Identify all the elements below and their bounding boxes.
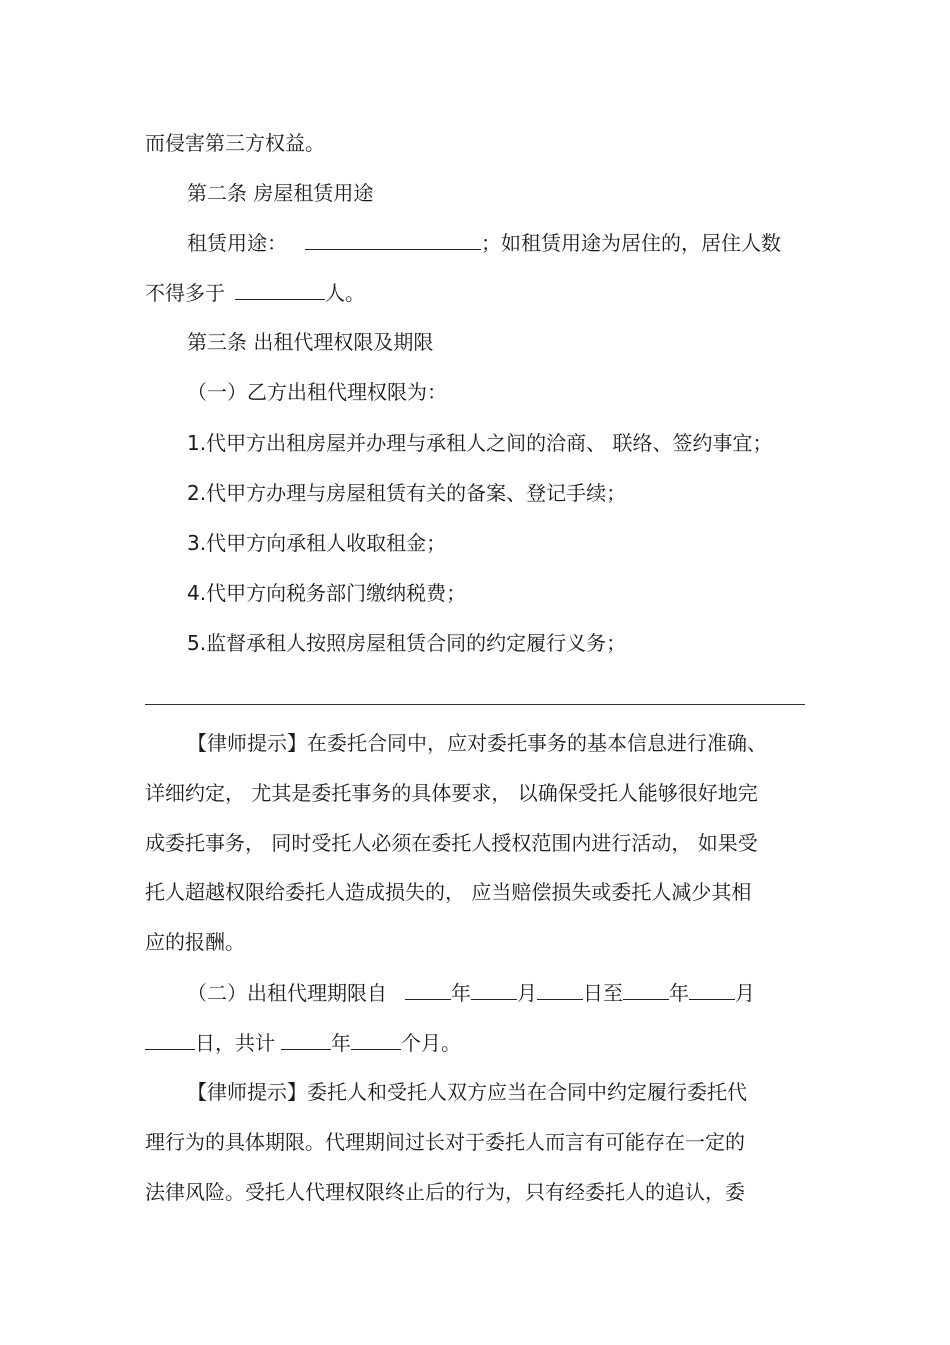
label-text: 年 [331, 1031, 351, 1055]
divider [145, 704, 805, 705]
blank-field [281, 1029, 331, 1050]
sub-heading: （一）乙方出租代理权限为： [187, 380, 447, 404]
list-item: 1.代甲方出租房屋并办理与承租人之间的洽商、 联络、签约事宜； [187, 431, 773, 455]
label-text: 年 [669, 981, 689, 1005]
blank-field [145, 1029, 195, 1050]
paragraph-line: 而侵害第三方权益。 [145, 131, 325, 155]
list-item: 5.监督承租人按照房屋租赁合同的约定履行义务； [187, 631, 627, 655]
period-line [145, 1029, 461, 1057]
lawyer-tip-line: 应的报酬。 [145, 930, 245, 954]
label-text: 日至 [583, 981, 623, 1005]
paragraph-line [187, 229, 781, 257]
blank-field [623, 979, 669, 1000]
period-line [187, 979, 755, 1007]
blank-field [689, 979, 735, 1000]
article-heading: 第三条 出租代理权限及期限 [187, 330, 434, 354]
blank-field [405, 979, 451, 1000]
label-text: 租赁用途： [187, 231, 287, 255]
list-item: 3.代甲方向承租人收取租金； [187, 531, 447, 555]
article-heading: 第二条 房屋租赁用途 [187, 181, 374, 205]
blank-field [235, 279, 325, 300]
label-text: 月 [735, 981, 755, 1005]
blank-field [351, 1029, 401, 1050]
blank-field [471, 979, 517, 1000]
label-text: 个月。 [401, 1031, 461, 1055]
lawyer-tip-line: 理行为的具体期限。代理期间过长对于委托人而言有可能存在一定的 [145, 1130, 745, 1154]
paragraph-line [145, 279, 365, 307]
lawyer-tip-line: 托人超越权限给委托人造成损失的， 应当赔偿损失或委托人减少其相 [145, 880, 752, 904]
label-text: （二）出租代理期限自 [187, 981, 387, 1005]
label-text: 月 [517, 981, 537, 1005]
list-item: 2.代甲方办理与房屋租赁有关的备案、登记手续； [187, 481, 627, 505]
list-item: 4.代甲方向税务部门缴纳税费； [187, 581, 467, 605]
label-text: 不得多于 [145, 281, 225, 305]
label-text: 日，共计 [195, 1031, 275, 1055]
lawyer-tip-line: 详细约定， 尤其是委托事务的具体要求， 以确保受托人能够很好地完 [145, 781, 758, 805]
lawyer-tip-line: 成委托事务， 同时受托人必须在委托人授权范围内进行活动， 如果受 [145, 831, 758, 855]
label-text: ；如租赁用途为居住的，居住人数 [481, 231, 781, 255]
lawyer-tip-line: 【律师提示】在委托合同中，应对委托事务的基本信息进行准确、 [187, 731, 767, 755]
blank-field [305, 229, 481, 250]
label-text: 年 [451, 981, 471, 1005]
label-text: 人。 [325, 281, 365, 305]
lawyer-tip-line: 法律风险。受托人代理权限终止后的行为，只有经委托人的追认，委 [145, 1180, 745, 1204]
blank-field [537, 979, 583, 1000]
lawyer-tip-line: 【律师提示】委托人和受托人双方应当在合同中约定履行委托代 [187, 1080, 747, 1104]
